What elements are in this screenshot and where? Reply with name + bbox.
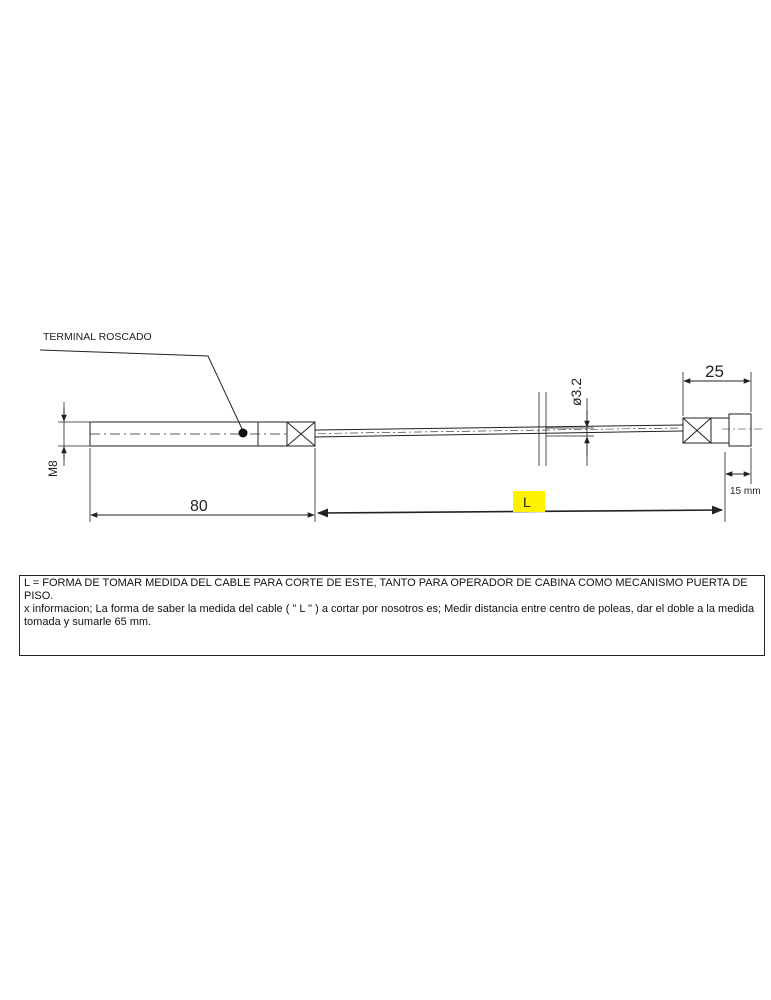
cable-top-edge — [315, 425, 683, 430]
diameter-label: ø3.2 — [568, 377, 584, 406]
end-length-label: 25 — [705, 362, 724, 381]
terminal-length-label: 80 — [190, 498, 208, 515]
note-box — [19, 575, 765, 656]
end-terminal — [683, 418, 729, 443]
terminal-leader — [40, 350, 243, 431]
end-cap — [729, 414, 751, 446]
cable-length-label: L — [523, 494, 531, 510]
end-offset-label: 15 mm — [730, 486, 761, 497]
terminal-label: TERMINAL ROSCADO — [43, 331, 152, 343]
threaded-terminal — [90, 422, 315, 446]
note-line-2: x informacion; La forma de saber la medida del cable ( " L " ) a cortar por nosotros es; Medir distancia entre centro de poleas, dar el doble a la medida tomada y sumarle 65 mm. — [24, 603, 755, 628]
cable-bottom-edge — [315, 431, 683, 437]
note-line-1: L = FORMA DE TOMAR MEDIDA DEL CABLE PARA CORTE DE ESTE, TANTO PARA OPERADOR DE CABINA COMO MECANISMO PUERTA DE PISO. — [24, 577, 748, 602]
thread-label: M8 — [46, 460, 60, 477]
terminal-dot — [239, 429, 248, 438]
